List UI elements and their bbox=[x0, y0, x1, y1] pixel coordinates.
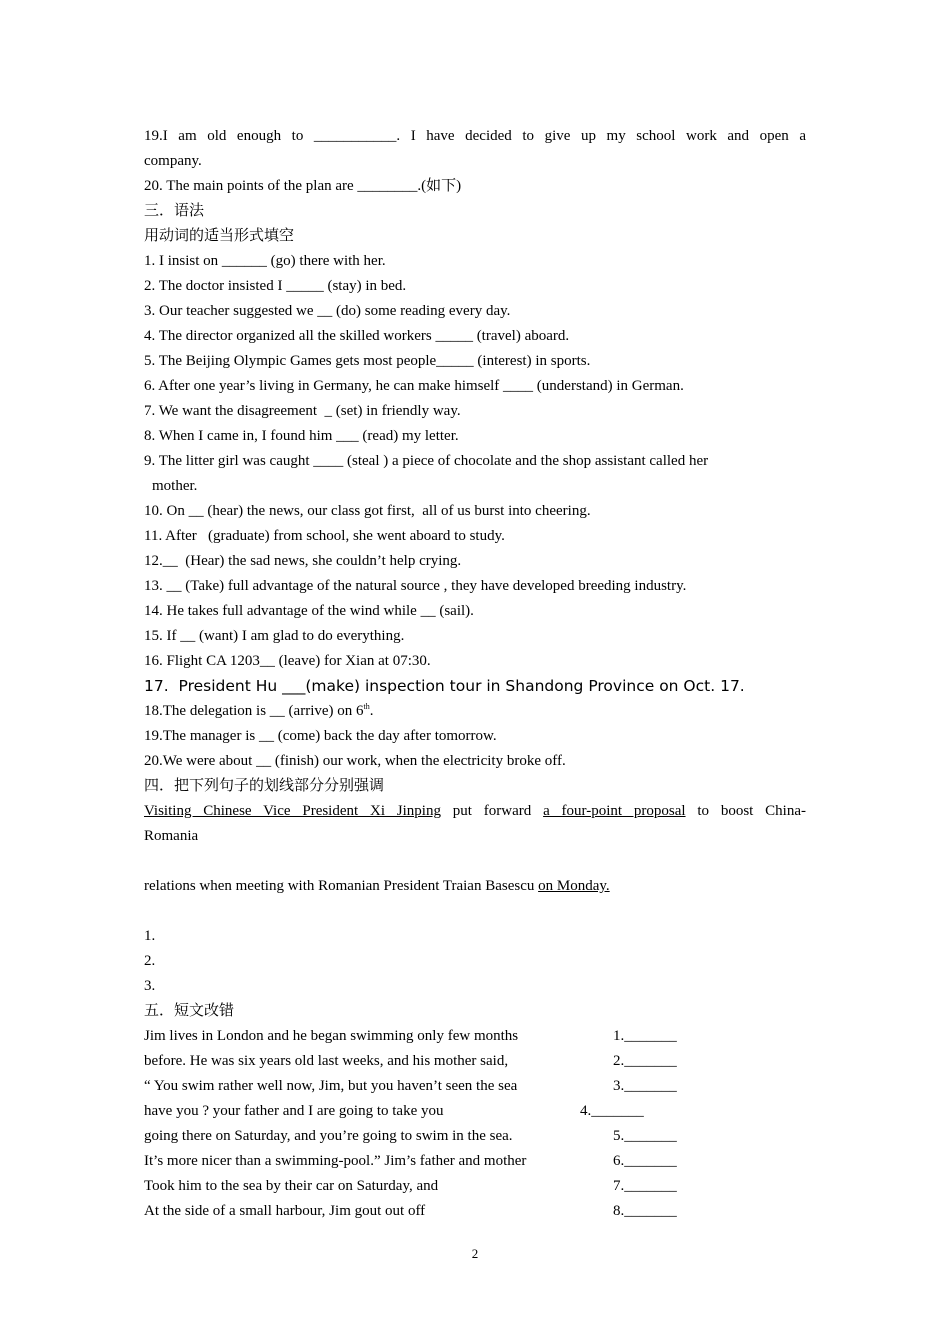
correction-answer-blank: 2._______ bbox=[613, 1053, 677, 1069]
grammar-item-18-superscript: th bbox=[363, 702, 370, 711]
grammar-item: 3. Our teacher suggested we __ (do) some reading every day. bbox=[144, 303, 511, 319]
emphasis-sentence-line3 bbox=[144, 874, 806, 899]
correction-heading: 五．短文改错 bbox=[144, 1003, 235, 1019]
sentence-rest: to boost China- bbox=[685, 803, 806, 819]
emphasis-heading: 四．把下列句子的划线部分分别强调 bbox=[144, 778, 385, 794]
grammar-item: 10. On __ (hear) the news, our class got first, all of us burst into cheering. bbox=[144, 503, 591, 519]
document-page bbox=[144, 124, 806, 1224]
emphasis-answer: 2. bbox=[144, 953, 156, 969]
correction-text: Took him to the sea by their car on Saturday, and bbox=[144, 1178, 439, 1194]
correction-text: before. He was six years old last weeks, and his mother said, bbox=[144, 1053, 509, 1069]
correction-text: It’s more nicer than a swimming-pool.” Jim’s father and mother bbox=[144, 1153, 527, 1169]
grammar-item: 15. If __ (want) I am glad to do everything. bbox=[144, 628, 405, 644]
grammar-item-continuation: mother. bbox=[152, 478, 198, 494]
grammar-item: 12.__ (Hear) the sad news, she couldn’t help crying. bbox=[144, 553, 462, 569]
grammar-instruction: 用动词的适当形式填空 bbox=[144, 228, 295, 244]
grammar-item: 20.We were about __ (finish) our work, when the electricity broke off. bbox=[144, 753, 566, 769]
correction-text: At the side of a small harbour, Jim gout out off bbox=[144, 1203, 426, 1219]
correction-row bbox=[144, 1049, 806, 1074]
correction-answer-blank: 4._______ bbox=[580, 1103, 644, 1119]
grammar-item: 8. When I came in, I found him ___ (read) my letter. bbox=[144, 428, 459, 444]
correction-row bbox=[144, 1124, 806, 1149]
question-20: 20. The main points of the plan are ________.(如下) bbox=[144, 178, 462, 194]
grammar-heading: 三．语法 bbox=[144, 203, 205, 219]
grammar-item-18 bbox=[144, 699, 806, 724]
correction-text: have you ? your father and I are going to take you bbox=[144, 1103, 444, 1119]
grammar-item: 5. The Beijing Olympic Games gets most people_____ (interest) in sports. bbox=[144, 353, 591, 369]
underlined-subject: Visiting Chinese Vice President Xi Jinping bbox=[144, 803, 441, 819]
correction-row bbox=[144, 1099, 806, 1124]
correction-row bbox=[144, 1174, 806, 1199]
emphasis-answer: 1. bbox=[144, 928, 156, 944]
sentence-verb: put forward bbox=[440, 803, 544, 819]
question-19-line2: company. bbox=[144, 153, 202, 169]
emphasis-sentence-line2: Romania bbox=[144, 828, 199, 844]
grammar-item: 9. The litter girl was caught ____ (steal ) a piece of chocolate and the shop assistant called her bbox=[144, 453, 709, 469]
correction-row bbox=[144, 1149, 806, 1174]
emphasis-sentence-line1 bbox=[144, 799, 806, 824]
correction-text: going there on Saturday, and you’re going to swim in the sea. bbox=[144, 1128, 513, 1144]
correction-text: Jim lives in London and he began swimming only few months bbox=[144, 1028, 519, 1044]
emphasis-answer: 3. bbox=[144, 978, 156, 994]
correction-row bbox=[144, 1199, 806, 1224]
question-19-line1: 19.I am old enough to ___________. I have decided to give up my school work and open a bbox=[144, 128, 806, 144]
grammar-item: 4. The director organized all the skilled workers _____ (travel) aboard. bbox=[144, 328, 570, 344]
correction-answer-blank: 5._______ bbox=[613, 1128, 677, 1144]
correction-answer-blank: 6._______ bbox=[613, 1153, 677, 1169]
blank-line bbox=[144, 899, 806, 924]
correction-answer-blank: 3._______ bbox=[613, 1078, 677, 1094]
grammar-item: 16. Flight CA 1203__ (leave) for Xian at 07:30. bbox=[144, 653, 431, 669]
page-number: 2 bbox=[471, 1246, 479, 1261]
grammar-item: 11. After (graduate) from school, she went aboard to study. bbox=[144, 528, 505, 544]
grammar-item: 1. I insist on ______ (go) there with her. bbox=[144, 253, 386, 269]
correction-answer-blank: 8._______ bbox=[613, 1203, 677, 1219]
correction-text: “ You swim rather well now, Jim, but you haven’t seen the sea bbox=[144, 1078, 518, 1094]
grammar-item: 19.The manager is __ (come) back the day after tomorrow. bbox=[144, 728, 497, 744]
correction-answer-blank: 1._______ bbox=[613, 1028, 677, 1044]
sentence-continuation: relations when meeting with Romanian President Traian Basescu bbox=[144, 878, 539, 894]
correction-row bbox=[144, 1024, 806, 1049]
grammar-item: 2. The doctor insisted I _____ (stay) in bed. bbox=[144, 278, 407, 294]
blank-line bbox=[144, 849, 806, 874]
grammar-item: 6. After one year’s living in Germany, he can make himself ____ (understand) in German. bbox=[144, 378, 684, 394]
grammar-item: 7. We want the disagreement _ (set) in friendly way. bbox=[144, 403, 461, 419]
underlined-time: on Monday. bbox=[538, 878, 610, 894]
correction-answer-blank: 7._______ bbox=[613, 1178, 677, 1194]
grammar-item-18-end: . bbox=[369, 703, 374, 719]
underlined-object: a four-point proposal bbox=[543, 803, 686, 819]
grammar-item-17: 17. President Hu ___(make) inspection tour in Shandong Province on Oct. 17. bbox=[144, 677, 745, 695]
grammar-item: 13. __ (Take) full advantage of the natural source , they have developed breeding industry. bbox=[144, 578, 687, 594]
grammar-item-18-text: 18.The delegation is __ (arrive) on 6 bbox=[144, 703, 364, 719]
grammar-item: 14. He takes full advantage of the wind while __ (sail). bbox=[144, 603, 474, 619]
correction-row bbox=[144, 1074, 806, 1099]
